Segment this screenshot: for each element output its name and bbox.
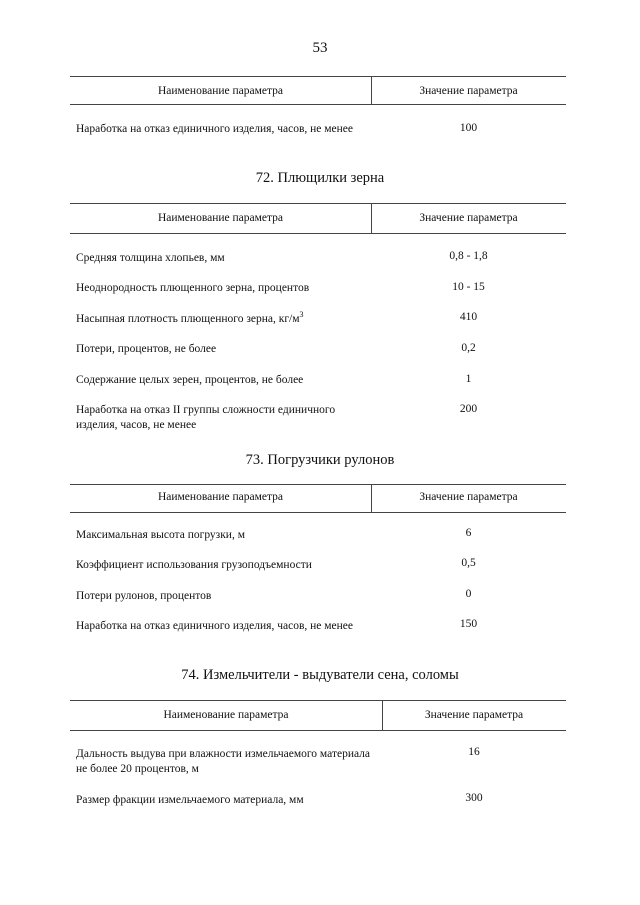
parameter-name: Дальность выдува при влажности измельчаемого материала не более 20 процентов, м (76, 748, 371, 775)
parameter-value: 200 (459, 403, 478, 415)
parameter-value: 100 (459, 122, 478, 134)
page-number: 53 (312, 40, 328, 56)
parameter-value: 0,5 (461, 557, 476, 569)
header-parameter-name: Наименование параметра (157, 85, 284, 97)
header-bottom-border (70, 104, 566, 105)
parameter-value: 0 (465, 588, 472, 600)
table-top-border (70, 484, 566, 485)
parameter-name: Коэффициент использования грузоподъемности (76, 559, 312, 571)
header-bottom-border (70, 730, 566, 731)
parameter-name: Потери, процентов, не более (76, 343, 217, 355)
parameter-value: 300 (465, 792, 483, 804)
parameter-value: 0,8 - 1,8 (449, 250, 488, 262)
table-top-border (70, 700, 566, 701)
parameter-value: 16 (468, 746, 480, 758)
parameter-name: Потери рулонов, процентов (76, 590, 212, 602)
parameter-name: Размер фракции измельчаемого материала, мм (76, 794, 304, 806)
parameter-name: Содержание целых зерен, процентов, не более (76, 374, 304, 386)
table-top-border (70, 76, 566, 77)
section-title: 72. Плющилки зерна (255, 170, 385, 186)
parameter-value: 1 (465, 373, 472, 385)
superscript: 3 (299, 310, 304, 320)
parameter-value: 6 (465, 527, 472, 539)
header-parameter-name: Наименование параметра (157, 212, 284, 224)
parameter-name: Наработка на отказ единичного изделия, часов, не менее (76, 620, 354, 632)
header-parameter-value: Значение параметра (419, 85, 518, 97)
header-parameter-value: Значение параметра (419, 491, 518, 503)
table-top-border (70, 203, 566, 204)
parameter-name: Наработка на отказ II группы сложности единичного изделия, часов, не менее (76, 404, 336, 431)
section-title: 74. Измельчители - выдуватели сена, соломы (181, 667, 459, 683)
parameter-value: 410 (459, 311, 478, 323)
parameter-name: Неоднородность плющенного зерна, процентов (76, 282, 310, 294)
header-bottom-border (70, 233, 566, 234)
header-parameter-value: Значение параметра (419, 212, 518, 224)
parameter-value: 150 (459, 618, 478, 630)
parameter-value: 0,2 (461, 342, 476, 354)
header-bottom-border (70, 512, 566, 513)
header-parameter-value: Значение параметра (424, 709, 524, 721)
parameter-name: Средняя толщина хлопьев, мм (76, 252, 225, 264)
header-parameter-name: Наименование параметра (163, 709, 289, 721)
section-title: 73. Погрузчики рулонов (245, 452, 395, 468)
parameter-name (76, 312, 366, 327)
parameter-value: 10 - 15 (452, 281, 485, 293)
parameter-name: Максимальная высота погрузки, м (76, 529, 245, 541)
header-parameter-name: Наименование параметра (157, 491, 284, 503)
parameter-name-text: Насыпная плотность плющенного зерна, кг/м (76, 313, 300, 325)
parameter-name: Наработка на отказ единичного изделия, часов, не менее (76, 123, 354, 135)
